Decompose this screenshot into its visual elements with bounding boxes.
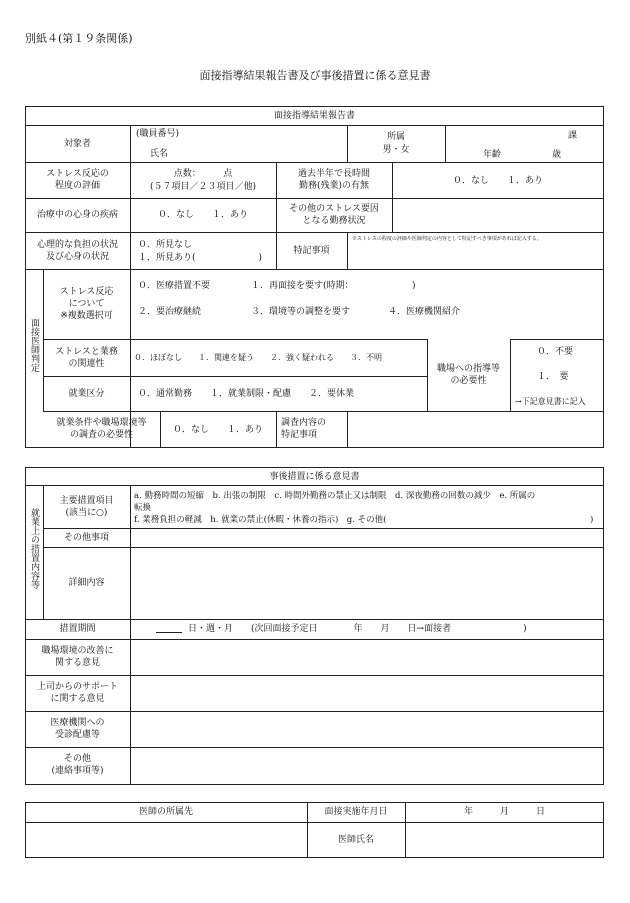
- special-label: 特記事項: [293, 246, 330, 256]
- details-label: 詳細内容: [68, 578, 105, 588]
- other-stress-label: その他のストレス要因 となる勤務状況: [289, 204, 379, 226]
- env-label: 職場環境の改善に 関する意見: [41, 646, 114, 668]
- overtime-options[interactable]: ０．なし １．あり: [452, 176, 543, 186]
- judgment-label: 面接医師判定: [29, 318, 39, 372]
- psych-option-0[interactable]: ０．所見なし: [138, 240, 193, 250]
- staff-number-label: (職員番号): [136, 129, 180, 139]
- psych-label: 心理的な負担の状況 及び心身の状況: [36, 240, 118, 262]
- department-label: 所属: [386, 132, 405, 142]
- interview-date-label: 面接実施年月日: [324, 807, 388, 817]
- overtime-label: 過去半年で長時間 勤務(残業)の有無: [297, 169, 370, 191]
- period-blank[interactable]: [156, 624, 182, 633]
- period-label: 措置期間: [59, 624, 96, 634]
- survey-options[interactable]: ０．なし １．あり: [172, 425, 263, 435]
- sex-options[interactable]: 男・女: [382, 145, 410, 155]
- doctor-affiliation-label: 医師の所属先: [138, 807, 193, 817]
- name-label: 氏名: [150, 149, 169, 159]
- measures-line-2[interactable]: 転換: [134, 503, 152, 513]
- subject-label: 対象者: [63, 139, 91, 149]
- special-note: ※ストレスの程度の評価や医師判定の内容として特記すべき事項があれば記入する。: [352, 236, 542, 242]
- work-class-label: 就業区分: [68, 389, 105, 399]
- main-measures-label: 主要措置項目 (該当に○): [59, 496, 114, 518]
- guidance-option-1[interactable]: １． 要: [537, 372, 569, 382]
- reaction-option-0[interactable]: ０．医療措置不要: [138, 281, 211, 291]
- reaction-option-4[interactable]: ４．医療機関紹介: [388, 307, 461, 317]
- other-items-label: その他事項: [63, 533, 109, 543]
- disease-label: 治療中の心身の疾病: [36, 210, 118, 220]
- guidance-label: 職場への指導等 の必要性: [436, 364, 500, 386]
- reaction-option-3[interactable]: ３．環境等の調整を要す: [251, 307, 351, 317]
- guidance-option-0[interactable]: ０．不要: [537, 347, 574, 357]
- score-line: 点数： 点: [173, 169, 233, 179]
- other-label: その他 (連絡事項等): [51, 754, 104, 776]
- period-row[interactable]: [156, 623, 527, 635]
- relation-label: ストレスと業務 の関連性: [55, 347, 118, 369]
- period-next: (次回面接予定日 年 月 日→面接者 ): [251, 624, 527, 634]
- opinion-section-title: 事後措置に係る意見書: [269, 472, 360, 482]
- work-class-options[interactable]: ０．通常勤務 １．就業制限・配慮 ２．要休業: [138, 389, 355, 399]
- reaction-option-1[interactable]: １．再面接を要す(時期： ): [251, 281, 416, 291]
- survey-special-label: 調査内容の 特記事項: [281, 418, 327, 440]
- section-unit: 課: [568, 131, 578, 141]
- stress-eval-label: ストレス反応の 程度の評価: [46, 169, 109, 191]
- reaction-label: ストレス反応 について ※複数選択可: [59, 287, 114, 321]
- interview-date-fields[interactable]: 年 月 日: [463, 807, 545, 817]
- doctor-name-label: 医師氏名: [337, 835, 374, 845]
- measures-line-1[interactable]: a. 勤務時間の短縮 b. 出張の制限 c. 時間外勤務の禁止又は制限 d. 深夜勤務の回数の減少 e. 所属の: [134, 491, 536, 501]
- document-title: 面接指導結果報告書及び事後措置に係る意見書: [199, 69, 431, 82]
- measures-side-label: 就業上の措置内容等: [29, 508, 39, 589]
- guidance-note: →下記意見書に記入: [515, 397, 586, 406]
- psych-option-1[interactable]: １．所見あり( ): [138, 253, 263, 263]
- report-section-title: 面接指導結果報告書: [273, 111, 355, 121]
- age-label: 年齢: [483, 150, 502, 160]
- disease-options[interactable]: ０．なし １．あり: [157, 210, 248, 220]
- score-detail: (５７項目／２３項目／他): [149, 182, 257, 192]
- survey-label: 就業条件や職場環境等 の調査の必要性: [56, 418, 147, 440]
- measures-line-3-end: ): [590, 515, 594, 525]
- attachment-label: 別紙４(第１９条関係): [25, 32, 133, 45]
- measures-line-3[interactable]: f. 業務負担の軽減 h. 就業の禁止(休暇・休養の指示) g. その他(: [134, 515, 387, 525]
- support-label: 上司からのサポート に関する意見: [36, 682, 118, 704]
- relation-options[interactable]: ０．ほぼなし １．関連を疑う ２．強く疑われる ３．不明: [134, 353, 382, 362]
- period-units[interactable]: 日・週・月: [188, 624, 234, 634]
- medical-label: 医療機関への 受診配慮等: [50, 718, 105, 740]
- reaction-option-2[interactable]: ２．要治療継続: [138, 307, 202, 317]
- age-unit: 歳: [552, 150, 562, 160]
